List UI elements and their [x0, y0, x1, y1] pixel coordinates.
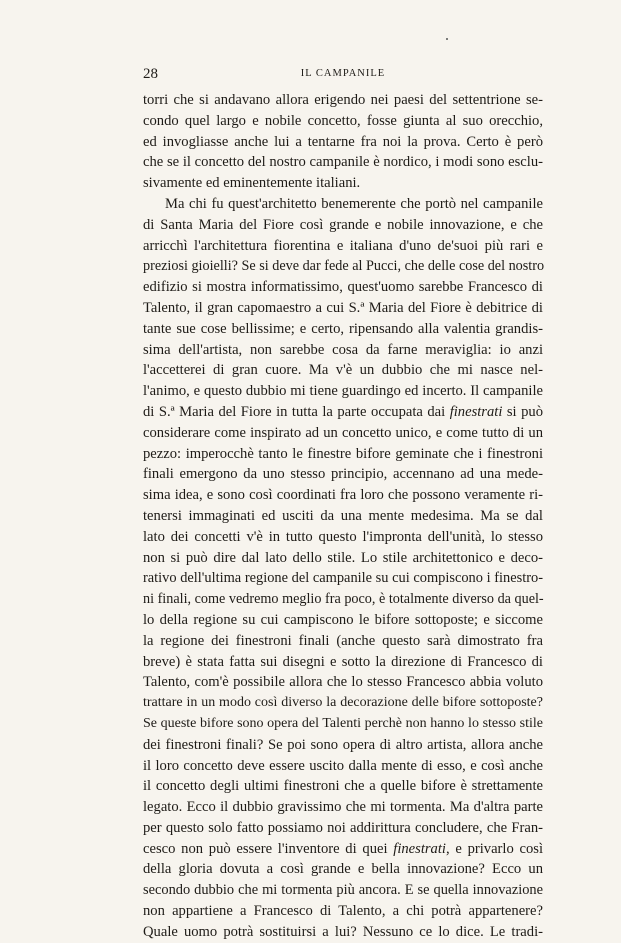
- text-line: cesco non può essere l'inventore di quei finestrati, e privarlo così: [143, 840, 544, 857]
- text-line: ed invogliasse anche lui a tentarne fra noi la prova. Certo è però: [143, 133, 543, 150]
- text-line: breve) è stata fatta sui disegni e sotto la direzione di Francesco di: [143, 653, 543, 670]
- text-line: legato. Ecco il dubbio gravissimo che mi tormenta. Ma d'altra parte: [143, 799, 543, 816]
- text-line: edifizio si mostra informatissimo, quest'uomo sarebbe Francesco di: [143, 279, 543, 296]
- text-line: di Santa Maria del Fiore così grande e nobile innovazione, e che: [143, 216, 543, 233]
- text-line: l'accetterei di gran cuore. Ma v'è un dubbio che mi nasce nel-: [143, 362, 543, 379]
- text-line: sima idea, e sono così coordinati fra loro che possono veramente ri-: [143, 487, 543, 504]
- text-line: che se il concetto del nostro campanile è nordico, i modi sono esclu-: [143, 154, 543, 171]
- text-line: sima dell'artista, non sarebbe cosa da farne meraviglia: io anzi: [143, 341, 543, 358]
- text-line: lato dei concetti v'è in tutto questo l'impronta dell'unità, lo stesso: [143, 528, 543, 545]
- text-line: dei finestroni finali? Se poi sono opera di altro artista, allora anche: [143, 736, 543, 753]
- running-title: IL CAMPANILE: [300, 68, 386, 79]
- body-text: [143, 90, 543, 943]
- text-line: il loro concetto deve essere uscito dalla mente di esso, e così anche: [143, 757, 543, 774]
- page-number: 28: [143, 66, 158, 82]
- text-line: tenersi immaginati ed usciti da una mente medesima. Ma se dal: [143, 507, 543, 524]
- text-line: Se queste bifore sono opera del Talenti perchè non hanno lo stesso stile: [143, 715, 543, 731]
- text-line: ni finali, come vedremo meglio fra poco, è totalmente diverso da quel-: [143, 591, 544, 608]
- text-line: pezzo: imperocchè tanto le finestre bifore geminate che i finestroni: [143, 445, 543, 462]
- paper-speck: [446, 38, 448, 40]
- text-line: condo quel largo e nobile concetto, fosse giunta al suo orecchio,: [143, 112, 543, 129]
- text-line: trattare in un modo così diverso la decorazione delle bifore sottoposte?: [143, 695, 543, 711]
- text-line: Talento, com'è possibile allora che lo stesso Francesco abbia voluto: [143, 674, 543, 691]
- text-line: non appartiene a Francesco di Talento, a chi potrà appartenere?: [143, 903, 543, 920]
- text-line: finali emergono da uno stesso principio, accennano ad una mede-: [143, 466, 543, 483]
- text-line: torri che si andavano allora erigendo nei paesi del settentrione se-: [143, 92, 543, 108]
- text-line: l'animo, e questo dubbio mi tiene guardingo ed incerto. Il campanile: [143, 383, 543, 400]
- text-line: rativo dell'ultima regione del campanile su cui compiscono i finestro-: [143, 570, 543, 587]
- text-line: Ma chi fu quest'architetto benemerente che portò nel campanile: [165, 195, 543, 212]
- text-line: considerare come inspirato ad un concetto unico, e come tutto di un: [143, 424, 543, 441]
- text-line: Talento, il gran capomaestro a cui S.ª Maria del Fiore è debitrice di: [143, 299, 543, 316]
- text-line: di S.ª Maria del Fiore in tutta la parte occupata dai finestrati si può: [143, 403, 543, 420]
- text-line: tante sue cose bellissime; e certo, ripensando alla valentia grandis-: [143, 320, 543, 337]
- text-line: la regione dei finestroni finali (anche questo sarà dimostrato fra: [143, 632, 543, 649]
- text-line: non si può dire dal lato dello stile. Lo stile architettonico e deco-: [143, 549, 543, 566]
- text-line: preziosi gioielli? Se si deve dar fede al Pucci, che delle cose del nostro: [143, 258, 545, 275]
- text-line: lo della regione su cui campiscono le bifore sottoposte; e siccome: [143, 611, 543, 628]
- text-line: della gloria dovuta a così grande e bella innovazione? Ecco un: [143, 861, 543, 878]
- text-line: arricchì l'architettura fiorentina e italiana d'uno de'suoi più rari e: [143, 237, 543, 254]
- text-line: per questo solo fatto possiamo noi addirittura concludere, che Fran-: [143, 819, 543, 836]
- text-line: sivamente ed eminentemente italiani.: [143, 175, 361, 192]
- text-line: secondo dubbio che mi tormenta più ancora. E se quella innovazione: [143, 882, 543, 899]
- page-header: [143, 66, 543, 86]
- text-line: il concetto degli ultimi finestroni che a quelle bifore è strettamente: [143, 778, 543, 795]
- text-line: Quale uomo potrà sostituirsi a lui? Nessuno ce lo dice. Le tradi-: [143, 923, 543, 940]
